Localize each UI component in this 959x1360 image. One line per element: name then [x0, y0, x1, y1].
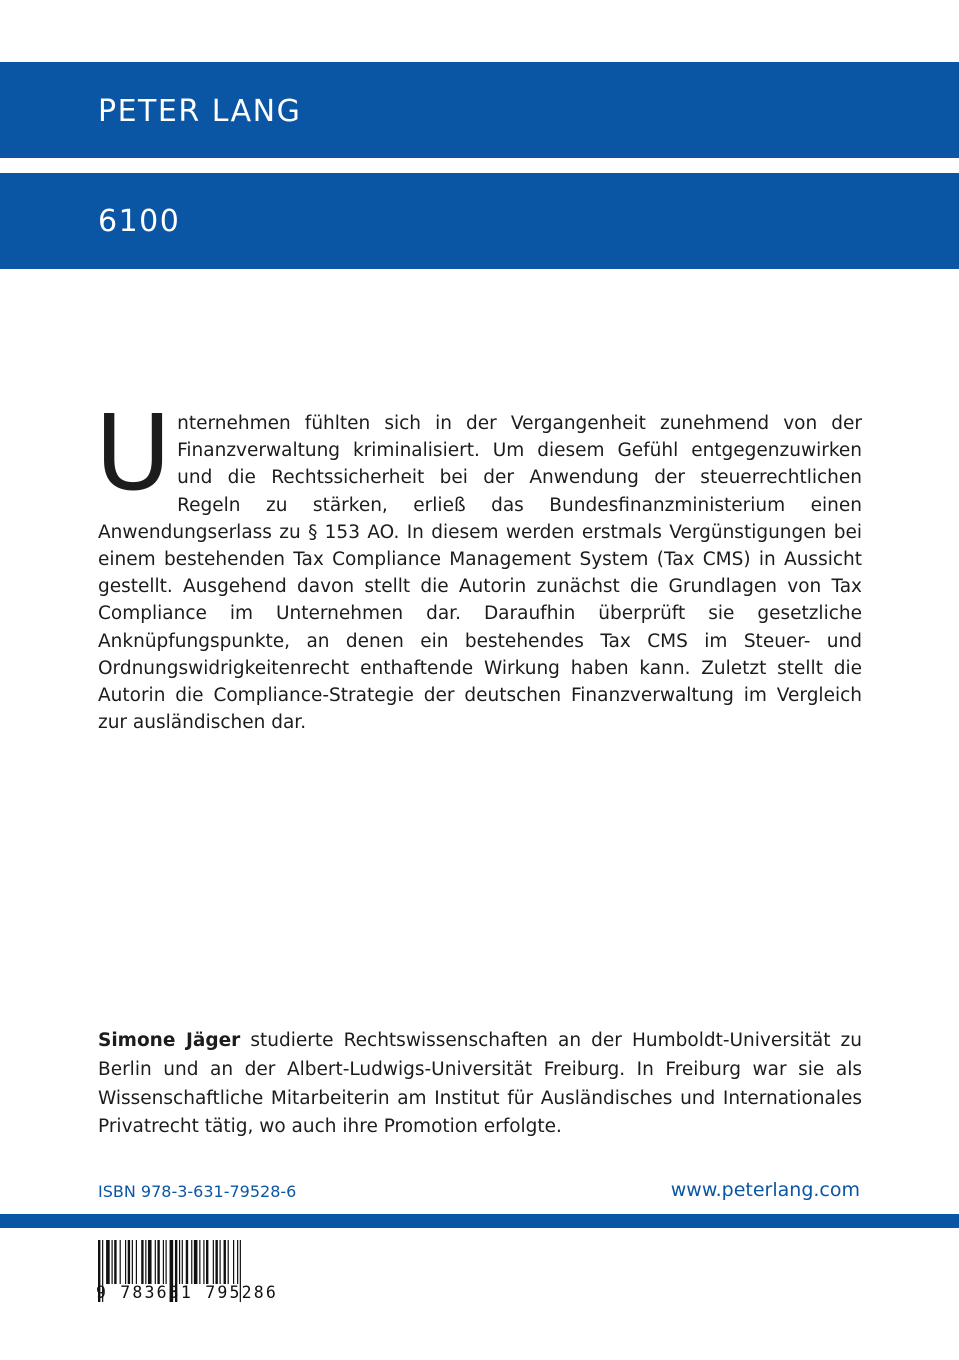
author-name: Simone Jäger [98, 1030, 241, 1051]
isbn-number: ISBN 978-3-631-79528-6 [98, 1182, 297, 1201]
blurb-text: nternehmen fühlten sich in der Vergangenheit zunehmend von der Finanzverwaltung kriminalisiert. Um diesem Gefühl entgegenzuwirken und die Rechtssicherheit bei der Anwendung der steuerrechtlichen Regeln zu stärken, erließ das Bundesfinanzministerium einen Anwendungserlass zu § 153 AO. In diesem werden erstmals Vergünstigungen bei einem bestehenden Tax Compliance Management System (Tax CMS) in Aussicht gestellt. Ausgehend davon stellt die Autorin zunächst die Grundlagen von Tax Compliance im Unternehmen dar. Daraufhin überprüft sie gesetzliche Anknüpfungspunkte, an denen ein bestehendes Tax CMS im Steuer- und Ordnungswidrigkeitenrecht enthaftende Wirkung haben kann. Zuletzt stellt die Autorin die Compliance-Strategie der deutschen Finanzverwaltung im Vergleich zur ausländischen dar. [98, 413, 862, 734]
footer-band [0, 1214, 959, 1228]
series-number: 6100 [98, 204, 181, 239]
book-blurb [95, 392, 862, 736]
publisher-url[interactable]: www.peterlang.com [670, 1179, 860, 1201]
bio-text: studierte Rechtswissenschaften an der Humboldt-Universität zu Berlin und an der Albert-Ludwigs-Universität Freiburg. In Freiburg war sie als Wissenschaftliche Mitarbeiterin am Institut für Ausländisches und Internationales Privatrecht tätig, wo auch ihre Promotion erfolgte. [98, 1030, 862, 1138]
author-bio [98, 1027, 862, 1142]
publisher-name: PETER LANG [98, 94, 302, 129]
drop-cap: U [95, 392, 172, 514]
barcode-digits: 9 783631 795286 [96, 1283, 279, 1302]
